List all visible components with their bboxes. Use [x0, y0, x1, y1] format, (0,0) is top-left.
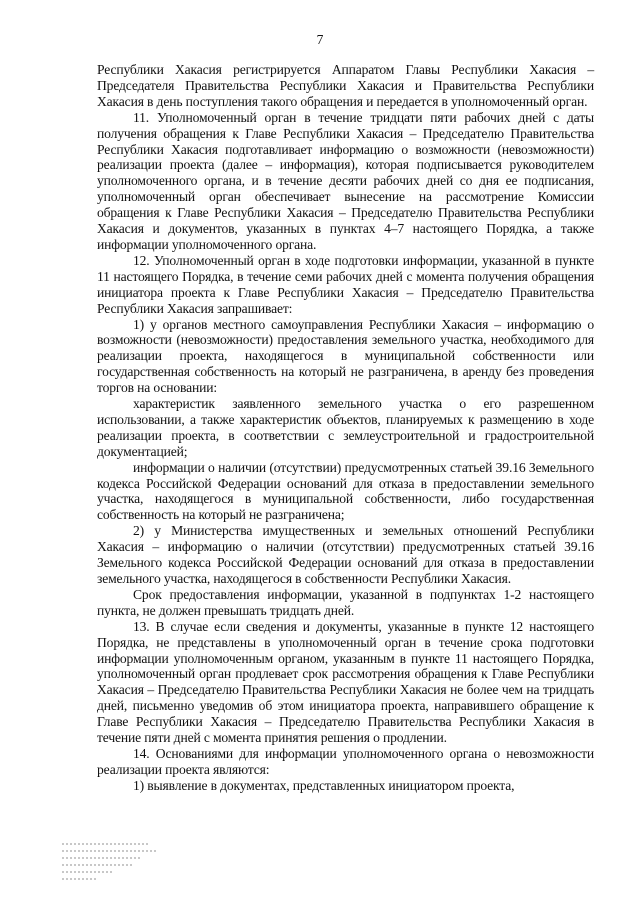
faint-stamp-mark	[62, 843, 162, 889]
paragraph-subitem-12-1: 1) у органов местного самоуправления Республики Хакасия – информацию о возможности (невозможности) предоставления земельного участка, необходимого для реализации проекта, находящегося в муниципальной собственности или государственная собственность на который не разграничена, в аренду без проведения торгов на основании:	[97, 316, 594, 396]
document-body	[97, 62, 594, 794]
paragraph-continuation: Республики Хакасия регистрируется Аппаратом Главы Республики Хакасия – Председателя Правительства Республики Хакасия и Правительства Республики Хакасия в день поступления такого обращения и передается в уполномоченный орган.	[97, 62, 594, 109]
paragraph-basis-characteristics: характеристик заявленного земельного участка о его разрешенном использовании, а также характеристик объектов, планируемых к размещению в ходе реализации проекта, в соответствии с землеустроительной и градостроительной документацией;	[97, 396, 594, 459]
paragraph-deadline: Срок предоставления информации, указанной в подпунктах 1-2 настоящего пункта, не должен превышать тридцать дней.	[97, 586, 594, 618]
paragraph-item-14: 14. Основаниями для информации уполномоченного органа о невозможности реализации проекта являются:	[97, 745, 594, 777]
page-number: 7	[316, 32, 324, 47]
paragraph-item-11: 11. Уполномоченный орган в течение тридцати пяти рабочих дней с даты получения обращения к Главе Республики Хакасия – Председателю Правительства Республики Хакасия подготавливает информацию о возможности (невозможности) реализации проекта (далее – информация), которая подписывается руководителем уполномоченного органа, и в течение десяти рабочих дней со дня ее подписания, уполномоченный орган обеспечивает вынесение на рассмотрение Комиссии обращения к Главе Республики Хакасия – Председателю Правительства Республики Хакасия и документов, указанных в пунктах 4–7 настоящего Порядка, а также информации уполномоченного органа.	[97, 109, 594, 252]
paragraph-subitem-12-2: 2) у Министерства имущественных и земельных отношений Республики Хакасия – информацию о наличии (отсутствии) предусмотренных статьей 39.16 Земельного кодекса Российской Федерации оснований для отказа в предоставлении земельного участка, находящегося в собственности Республики Хакасия.	[97, 523, 594, 586]
paragraph-item-12: 12. Уполномоченный орган в ходе подготовки информации, указанной в пункте 11 настоящего Порядка, в течение семи рабочих дней с момента получения обращения инициатора проекта к Главе Республики Хакасия – Председателю Правительства Республики Хакасия запрашивает:	[97, 252, 594, 316]
paragraph-basis-information: информации о наличии (отсутствии) предусмотренных статьей 39.16 Земельного кодекса Российской Федерации оснований для отказа в предоставлении земельного участка, находящегося в муниципальной собственности, либо государственная собственность на который не разграничена;	[97, 459, 594, 523]
paragraph-subitem-14-1: 1) выявление в документах, представленных инициатором проекта,	[133, 777, 515, 793]
paragraph-item-13: 13. В случае если сведения и документы, указанные в пункте 12 настоящего Порядка, не представлены в уполномоченный орган в течение срока подготовки информации уполномоченным органом, указанным в пункте 11 настоящего Порядка, уполномоченный орган продлевает срок рассмотрения обращения к Главе Республики Хакасия – Председателю Правительства Республики Хакасия не более чем на тридцать дней, письменно уведомив об этом инициатора проекта, направившего обращение к Главе Республики Хакасия – Председателю Правительства Республики Хакасия в течение пяти дней с момента принятия решения о продлении.	[97, 618, 594, 746]
